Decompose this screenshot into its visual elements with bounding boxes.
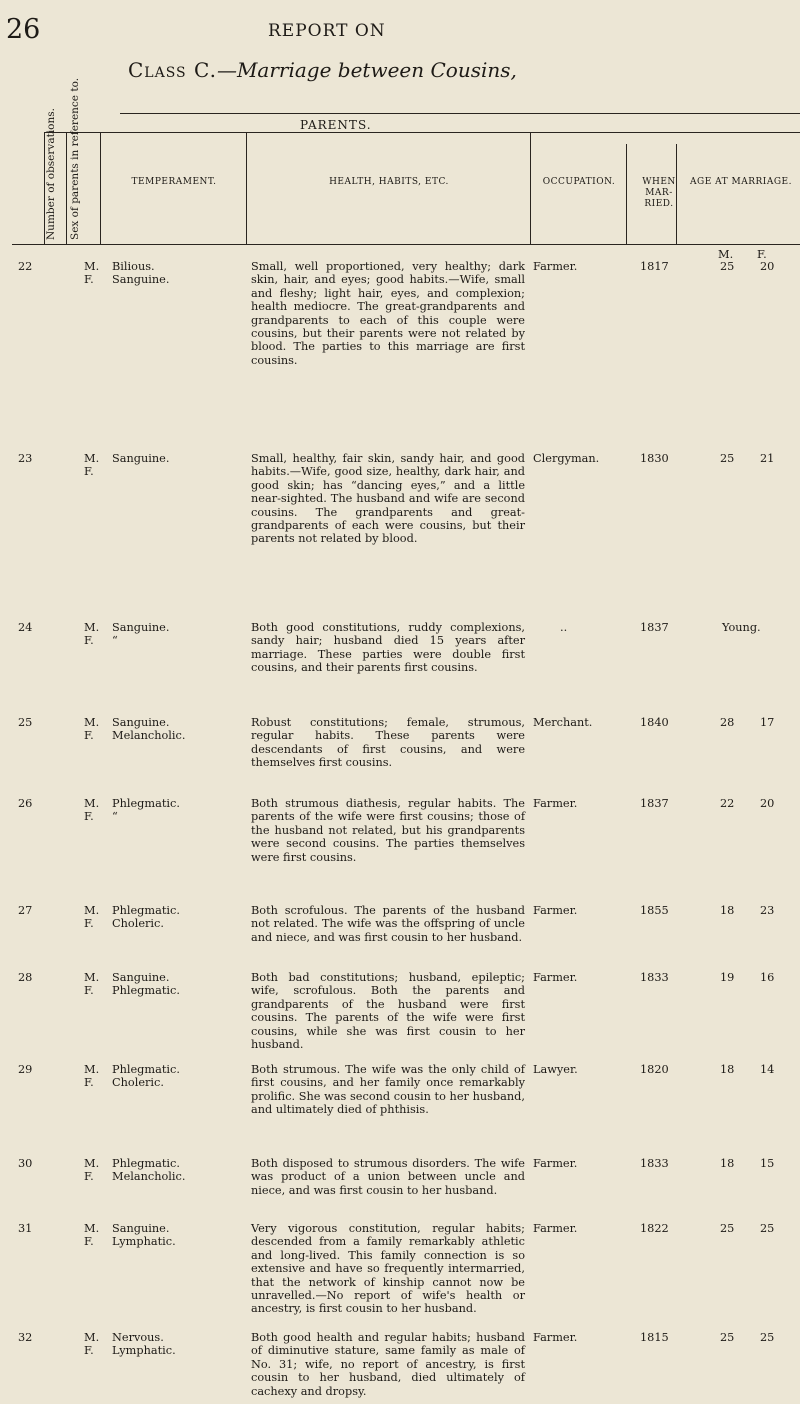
row-health: Both strumous diathesis, regular habits. The parents of the wife were first cousins; those of the husband not related, but his grandparents were second cousins. The parties themselves were first cousins.: [251, 797, 525, 864]
row-occupation: Farmer.: [533, 971, 578, 984]
row-number: 29: [18, 1063, 33, 1076]
row-occupation: Merchant.: [533, 716, 593, 729]
row-married: 1817: [640, 260, 669, 273]
row-number: 24: [18, 621, 33, 634]
row-sex: M. F.: [84, 716, 100, 743]
row-number: 27: [18, 904, 33, 917]
row-occupation: ..: [560, 621, 568, 634]
row-occupation: Farmer.: [533, 1331, 578, 1344]
row-number: 28: [18, 971, 33, 984]
row-occupation: Farmer.: [533, 1222, 578, 1235]
row-temperament: Sanguine. Melancholic.: [112, 716, 186, 743]
row-occupation: Farmer.: [533, 797, 578, 810]
page-number: 26: [6, 14, 41, 45]
col-age-header: AGE AT MARRIAGE.: [690, 177, 792, 187]
row-sex: M. F.: [84, 452, 100, 479]
row-number: 22: [18, 260, 33, 273]
col-married-header: WHEN MAR- RIED.: [642, 177, 676, 209]
col-number-header: Number of observations.: [45, 108, 57, 240]
rule-v4: [246, 132, 247, 244]
row-married: 1840: [640, 716, 669, 729]
row-married: 1815: [640, 1331, 669, 1344]
rule-v3: [100, 132, 101, 244]
row-temperament: Bilious. Sanguine.: [112, 260, 170, 287]
rule-parents: [44, 132, 800, 133]
row-health: Both strumous. The wife was the only child of first cousins, and her family once remarkably prolific. She was second cousin to her husband, and ultimately died of phthisis.: [251, 1063, 525, 1117]
title-subtitle: —Marriage between Cousins,: [216, 58, 517, 82]
col-sex-header: Sex of parents in reference to.: [69, 77, 81, 240]
row-health: Robust constitutions; female, strumous, regular habits. These parents were descendants of first cousins, and were themselves first cousins.: [251, 716, 525, 770]
rule-v6: [626, 144, 627, 244]
row-sex: M. F.: [84, 971, 100, 998]
row-health: Both good constitutions, ruddy complexions, sandy hair; husband died 15 years after marriage. These parties were double first cousins, and their parents first cousins.: [251, 621, 525, 675]
row-temperament: Sanguine. Phlegmatic.: [112, 971, 180, 998]
row-sex: M. F.: [84, 260, 100, 287]
row-number: 32: [18, 1331, 33, 1344]
group-header: PARENTS.: [300, 118, 372, 132]
row-health: Both scrofulous. The parents of the husband not related. The wife was the offspring of uncle and niece, and was first cousin to her husband.: [251, 904, 525, 944]
row-temperament: Phlegmatic. Choleric.: [112, 904, 180, 931]
row-occupation: Lawyer.: [533, 1063, 578, 1076]
running-head: REPORT ON: [268, 21, 386, 41]
row-sex: M. F.: [84, 904, 100, 931]
row-occupation: Clergyman.: [533, 452, 600, 465]
row-married: 1830: [640, 452, 669, 465]
row-sex: M. F.: [84, 797, 100, 824]
row-temperament: Sanguine. Lymphatic.: [112, 1222, 176, 1249]
rule-v2: [66, 132, 67, 244]
row-age-young: Young.: [722, 621, 761, 634]
row-sex: M. F.: [84, 1157, 100, 1184]
col-temperament-header: TEMPERAMENT.: [131, 177, 217, 187]
row-temperament: Nervous. Lymphatic.: [112, 1331, 176, 1358]
col-occupation-header: OCCUPATION.: [542, 177, 616, 187]
row-health: Both disposed to strumous disorders. The wife was product of a union between uncle and niece, and was first cousin to her husband.: [251, 1157, 525, 1197]
row-temperament: Phlegmatic. “: [112, 797, 180, 824]
row-temperament: Sanguine. “: [112, 621, 170, 648]
row-temperament: Phlegmatic. Choleric.: [112, 1063, 180, 1090]
row-married: 1820: [640, 1063, 669, 1076]
row-temperament: Sanguine.: [112, 452, 170, 465]
rule-header: [12, 244, 800, 245]
row-number: 26: [18, 797, 33, 810]
row-married: 1833: [640, 1157, 669, 1170]
col-health-header: HEALTH, HABITS, ETC.: [329, 177, 449, 187]
row-sex: M. F.: [84, 1222, 100, 1249]
row-number: 30: [18, 1157, 33, 1170]
age-f-label: F.: [757, 248, 767, 261]
row-temperament: Phlegmatic. Melancholic.: [112, 1157, 186, 1184]
row-occupation: Farmer.: [533, 1157, 578, 1170]
row-number: 25: [18, 716, 33, 729]
row-health: Both good health and regular habits; husband of diminutive stature, same family as male of No. 31; wife, no report of ancestry, is first cousin to her husband, died ultimately of cachexy and dropsy.: [251, 1331, 525, 1398]
row-health: Small, healthy, fair skin, sandy hair, and good habits.—Wife, good size, healthy, dark hair, and good skin; has “dancing eyes,” and a little near-sighted. The husband and wife are second cousins. The grandparents and great-grandparents of each were cousins, but their parents not related by blood.: [251, 452, 525, 546]
row-married: 1837: [640, 621, 669, 634]
row-occupation: Farmer.: [533, 260, 578, 273]
row-health: Both bad constitutions; husband, epileptic; wife, scrofulous. Both the parents and grandparents of the husband were first cousins. The parents of the wife were first cousins, while she was first cousin to her husband.: [251, 971, 525, 1052]
row-sex: M. F.: [84, 621, 100, 648]
row-married: 1837: [640, 797, 669, 810]
rule-v5: [530, 132, 531, 244]
age-m-label: M.: [718, 248, 734, 261]
row-number: 23: [18, 452, 33, 465]
rule-top: [120, 113, 800, 114]
row-health: Small, well proportioned, very healthy; dark skin, hair, and eyes; good habits.—Wife, small and fleshy; light hair, eyes, and complexion; health mediocre. The great-grandparents and grandparents to each of this couple were cousins, but their parents were not related by blood. The parties to this marriage are first cousins.: [251, 260, 525, 367]
row-sex: M. F.: [84, 1063, 100, 1090]
row-married: 1822: [640, 1222, 669, 1235]
row-married: 1833: [640, 971, 669, 984]
row-health: Very vigorous constitution, regular habits; descended from a family remarkably athletic and long-lived. This family connection is so extensive and have so frequently intermarried, that the network of kinship cannot now be unravelled.—No report of wife's health or ancestry, is first cousin to her husband.: [251, 1222, 525, 1316]
row-married: 1855: [640, 904, 669, 917]
row-number: 31: [18, 1222, 33, 1235]
page-title: [128, 58, 517, 82]
row-sex: M. F.: [84, 1331, 100, 1358]
class-label: Class C.: [128, 58, 217, 82]
row-occupation: Farmer.: [533, 904, 578, 917]
